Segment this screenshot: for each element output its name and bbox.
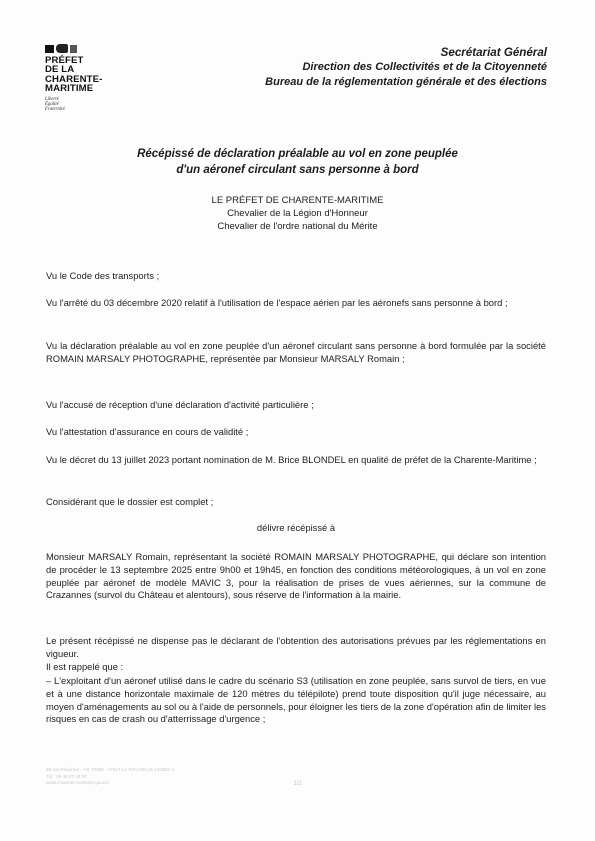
visa-transport-code: Vu le Code des transports ; [46, 270, 160, 281]
marianne-emblem-icon [45, 44, 125, 53]
visa-arrete: Vu l'arrêté du 03 décembre 2020 relatif à l'utilisation de l'espace aérien par les aéronefs sans personne à bord ; [46, 297, 508, 308]
page-number: 1/2 [293, 781, 302, 787]
reminder-item-s3: – L'exploitant d'un aéronef utilisé dans le cadre du scénario S3 (utilisation en zone peuplée, sans survol de tiers, en vue et à une distance horizontale maximale de 120 mètres du télépilote) prend toute disposition qu'il juge nécessaire, au moyen d'aménagements au sol ou à l'aide de personnels, pour éloigner les tiers de la zone d'opération afin de limiter les risques en cas de crash ou d'atterrissage d'urgence ; [46, 675, 546, 725]
visa-accuse-reception: Vu l'accusé de réception d'une déclaration d'activité particulière ; [46, 399, 314, 410]
visa-decret: Vu le décret du 13 juillet 2023 portant nomination de M. Brice BLONDEL en qualité de préfet de la Charente-Maritime ; [46, 454, 537, 465]
visa-attestation: Vu l'attestation d'assurance en cours de validité ; [46, 426, 249, 437]
republic-motto [45, 97, 125, 113]
authority-honour-1: Chevalier de la Légion d'Honneur [227, 208, 368, 219]
logo-line-2: DE LA [45, 64, 75, 76]
motto-fraternite: Fraternité [45, 107, 65, 113]
declarant-details: Monsieur MARSALY Romain, représentant la société ROMAIN MARSALY PHOTOGRAPHE, qui déclare son intention de procéder le 13 septembre 2025 entre 9h00 et 19h45, en fonction des conditions météorologiques, à un vol en zone peuplée par aéronef de modèle MAVIC 3, pour la réalisation de prises de vues aériennes, sur la commune de Crazannes (survol du Château et alentours), sous réserve de l'information à la mairie. [46, 551, 546, 601]
department-bureau: Bureau de la réglementation générale et des élections [265, 76, 547, 88]
visa-declaration: Vu la déclaration préalable au vol en zone peuplée d'un aéronef circulant sans personne à bord formulée par la société ROMAIN MARSALY PHOTOGRAPHE, représentée par Monsieur MARSALY Romain ; [46, 340, 546, 364]
issuing-authority [0, 194, 595, 233]
footer-address-line-2: Tél : 05 46 27 43 00 [46, 773, 87, 779]
considerant: Considérant que le dossier est complet ; [46, 496, 214, 507]
dispense-notice: Le présent récépissé ne dispense pas le déclarant de l'obtention des autorisations prévues par les réglementations en vigueur. [46, 635, 546, 659]
authority-name: LE PRÉFET DE CHARENTE-MARITIME [211, 195, 384, 206]
logo-line-4: MARITIME [45, 83, 94, 95]
motto-liberte: Liberté [45, 96, 59, 102]
document-title-line-2: d'un aéronef circulant sans personne à bord [176, 164, 419, 176]
department-secretariat: Secrétariat Général [440, 46, 547, 59]
document-title-line-1: Récépissé de déclaration préalable au vol en zone peuplée [137, 148, 458, 160]
department-direction: Direction des Collectivités et de la Citoyenneté [302, 61, 547, 73]
reminder-intro: Il est rappelé que : [46, 661, 124, 672]
document-title [0, 146, 595, 178]
authority-honour-2: Chevalier de l'ordre national du Mérite [217, 221, 378, 232]
delivre-recepisse: délivre récépissé à [256, 522, 336, 533]
prefecture-logo [45, 44, 125, 112]
issuing-department [265, 45, 547, 90]
footer-address-line-3: www.charente-maritime.gouv.fr [46, 780, 109, 785]
motto-egalite: Égalité [45, 101, 59, 107]
footer-address-line-1: 38 rue Réaumur - CS 70000 - 17017 LA ROCHELLE CEDEX 1 [46, 767, 175, 772]
logo-line-3: CHARENTE- [45, 73, 103, 85]
logo-line-1: PRÉFET [45, 55, 84, 66]
